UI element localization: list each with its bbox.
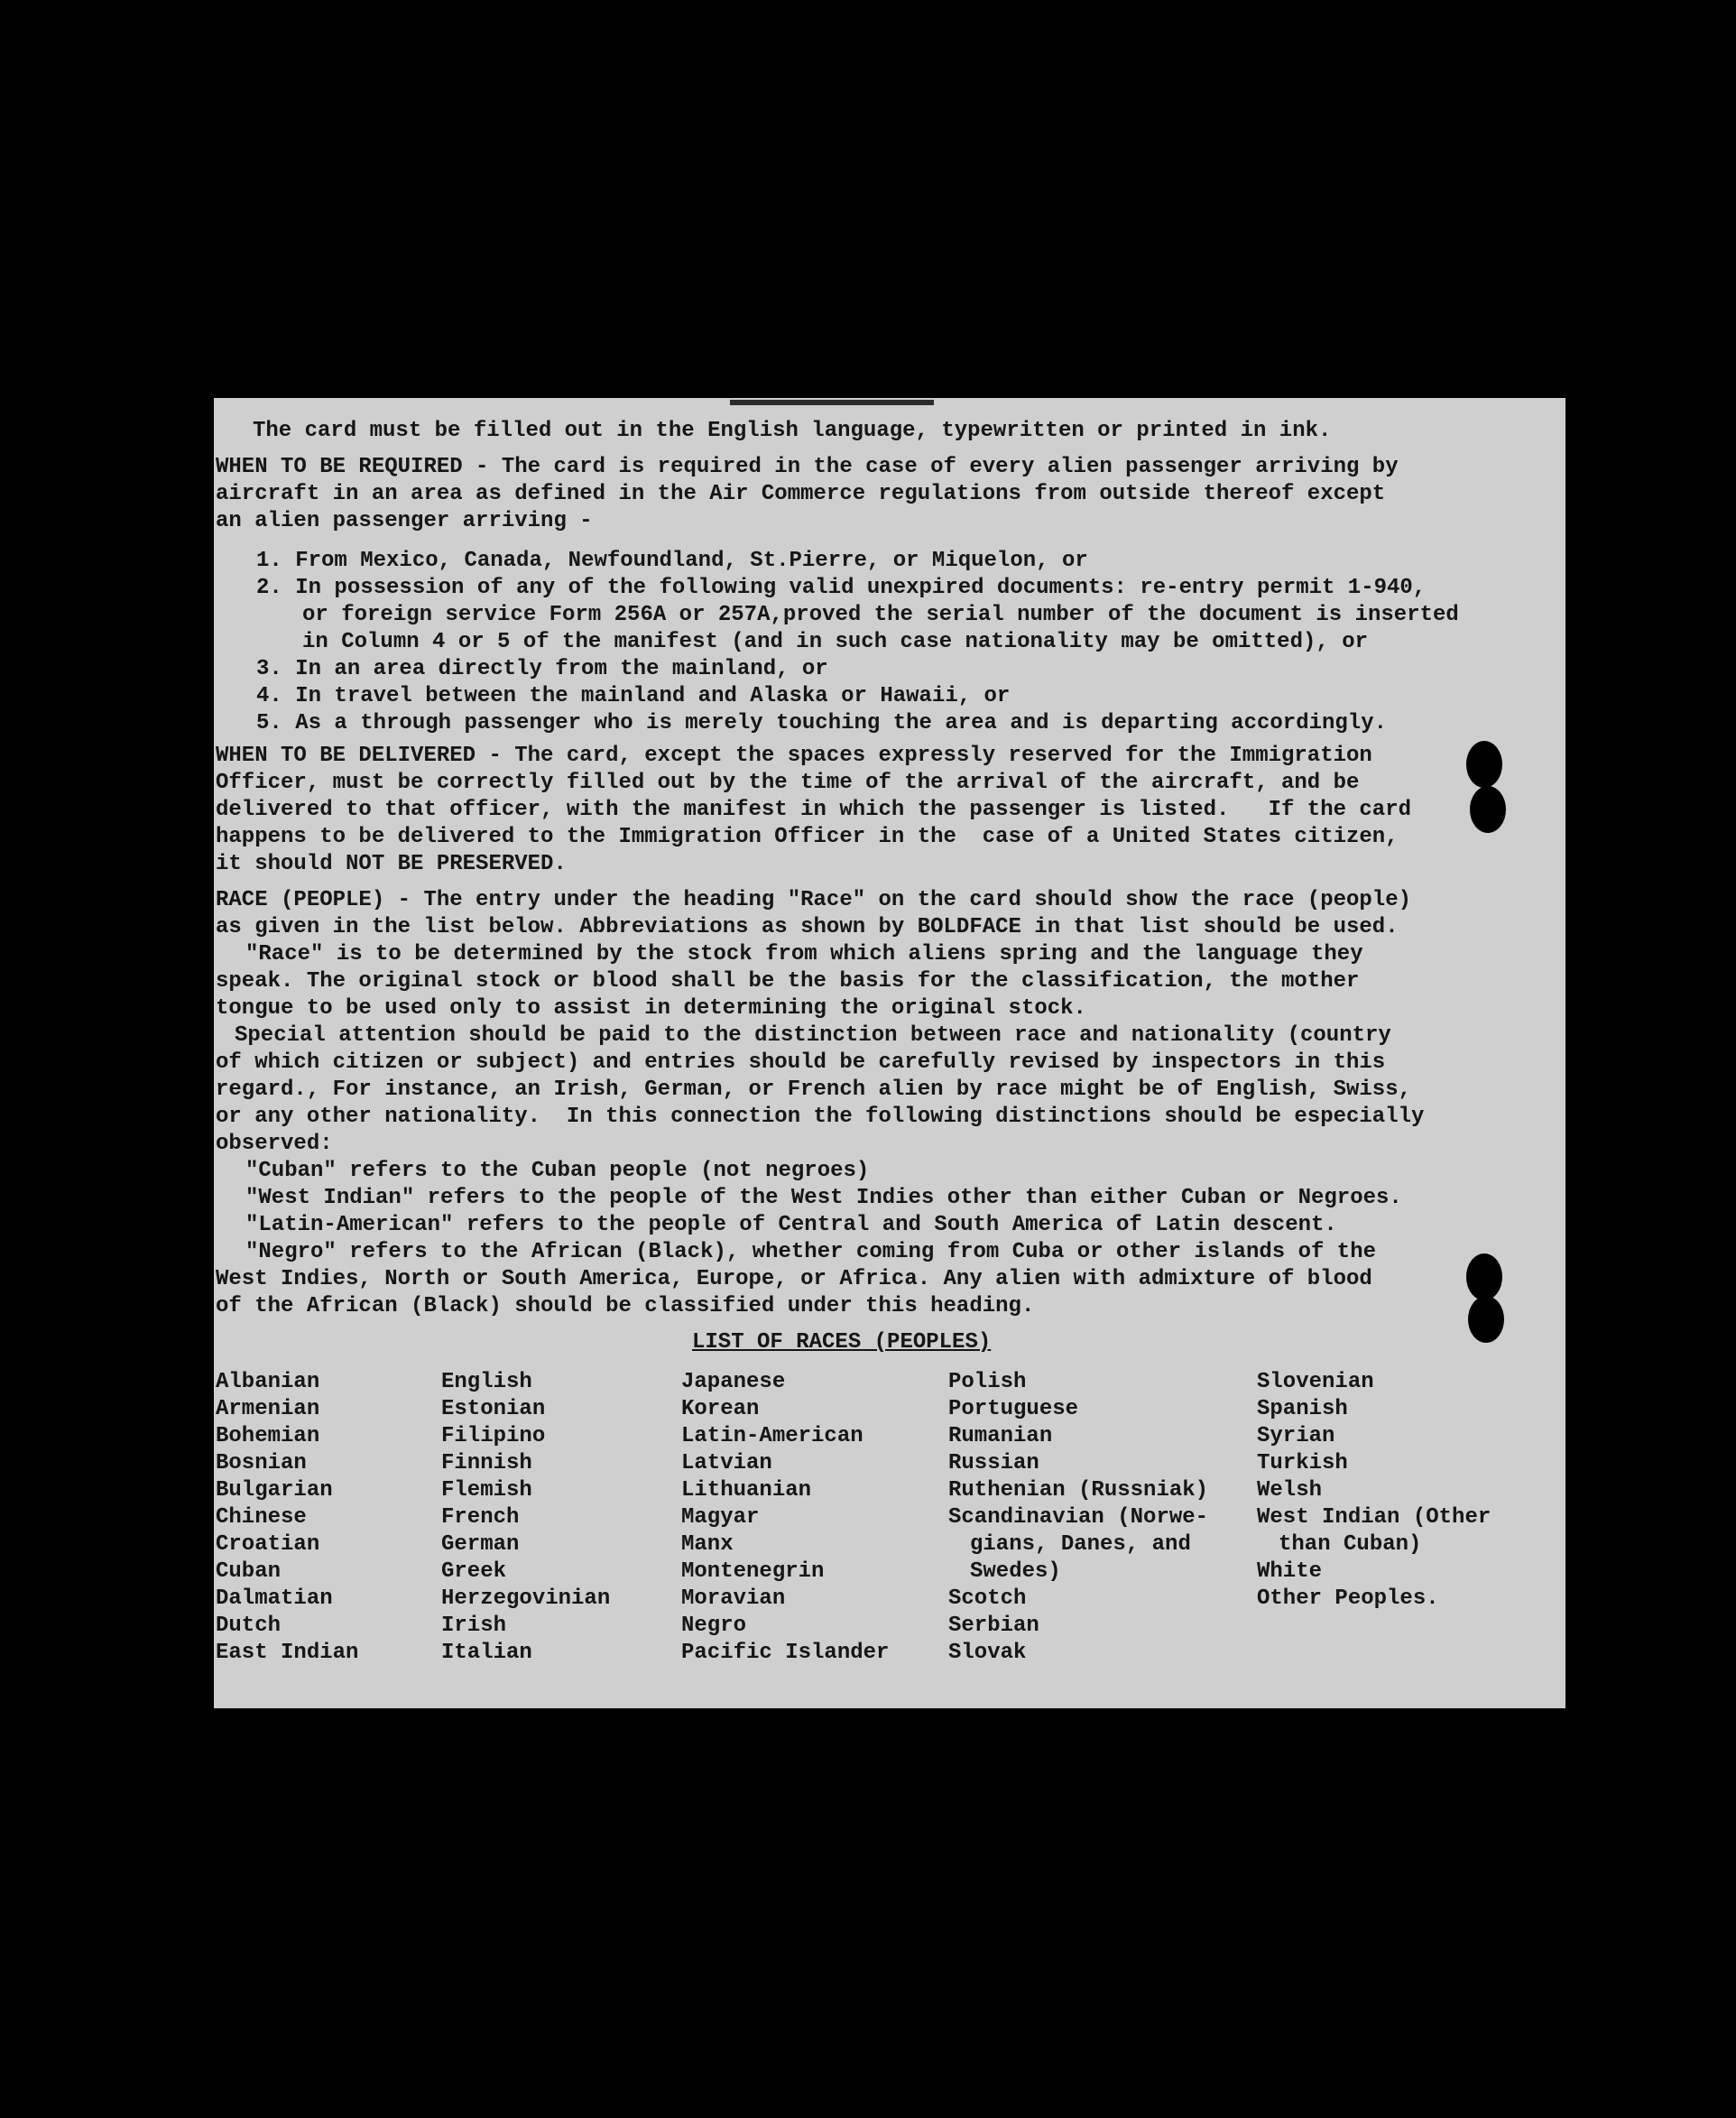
race-item: East Indian bbox=[216, 1641, 359, 1665]
race-item: Flemish bbox=[441, 1478, 532, 1503]
punch-hole bbox=[1470, 786, 1506, 833]
race-item: Turkish bbox=[1257, 1451, 1348, 1475]
race-item: Ruthenian (Russniak) bbox=[948, 1478, 1209, 1503]
race-item: Albanian bbox=[216, 1370, 320, 1394]
text-line: WHEN TO BE REQUIRED - The card is required in the case of every alien passenger arriving by bbox=[216, 455, 1399, 479]
races-column-1 bbox=[216, 1369, 358, 1667]
race-item: Finnish bbox=[441, 1451, 532, 1475]
race-item: White bbox=[1257, 1559, 1323, 1584]
race-item: Latin-American bbox=[681, 1424, 863, 1448]
race-item: Slovak bbox=[948, 1641, 1027, 1665]
race-item: Slovenian bbox=[1257, 1370, 1374, 1394]
race-item: Estonian bbox=[441, 1397, 546, 1421]
races-column-3 bbox=[681, 1369, 889, 1667]
race-item: Latvian bbox=[681, 1451, 772, 1475]
race-item: French bbox=[441, 1505, 520, 1530]
text-line: 4. In travel between the mainland and Alaska or Hawaii, or bbox=[256, 684, 1011, 708]
text-line: observed: bbox=[216, 1132, 333, 1156]
text-line: Officer, must be correctly filled out by the time of the arrival of the aircraft, and be bbox=[216, 771, 1360, 795]
race-item: Welsh bbox=[1257, 1478, 1323, 1503]
race-item: Moravian bbox=[681, 1586, 786, 1611]
punch-hole bbox=[1468, 1296, 1504, 1343]
race-item: Cuban bbox=[216, 1559, 282, 1584]
text-line: West Indies, North or South America, Europe, or Africa. Any alien with admixture of blood bbox=[216, 1267, 1372, 1291]
race-item: West Indian (Other bbox=[1257, 1505, 1491, 1530]
text-line: or foreign service Form 256A or 257A,proved the serial number of the document is inserted bbox=[302, 603, 1459, 627]
race-item: Polish bbox=[948, 1370, 1027, 1394]
text-line: tongue to be used only to assist in determining the original stock. bbox=[216, 996, 1086, 1021]
race-item: Scotch bbox=[948, 1586, 1027, 1611]
race-item: Herzegovinian bbox=[441, 1586, 611, 1611]
race-item: Italian bbox=[441, 1641, 532, 1665]
punch-hole bbox=[1466, 1253, 1502, 1300]
race-item: Dutch bbox=[216, 1614, 282, 1638]
text-line: 1. From Mexico, Canada, Newfoundland, St.Pierre, or Miquelon, or bbox=[256, 549, 1088, 573]
race-item: Russian bbox=[948, 1451, 1039, 1475]
punch-hole bbox=[1466, 741, 1502, 788]
text-line: The card must be filled out in the English language, typewritten or printed in ink. bbox=[253, 419, 1332, 443]
race-item: Rumanian bbox=[948, 1424, 1053, 1448]
text-line: RACE (PEOPLE) - The entry under the heading "Race" on the card should show the race (people) bbox=[216, 888, 1412, 912]
race-item: Chinese bbox=[216, 1505, 307, 1530]
race-item: Irish bbox=[441, 1614, 507, 1638]
race-item: Pacific Islander bbox=[681, 1641, 890, 1665]
top-rule bbox=[730, 400, 934, 405]
list-heading: LIST OF RACES (PEOPLES) bbox=[692, 1330, 992, 1355]
race-item: than Cuban) bbox=[1279, 1532, 1422, 1557]
race-item: Bosnian bbox=[216, 1451, 307, 1475]
text-line: "Negro" refers to the African (Black), whether coming from Cuba or other islands of the bbox=[245, 1240, 1377, 1264]
race-item: Croatian bbox=[216, 1532, 320, 1557]
race-item: Montenegrin bbox=[681, 1559, 825, 1584]
text-line: speak. The original stock or blood shall be the basis for the classification, the mother bbox=[216, 969, 1360, 994]
text-line: delivered to that officer, with the manifest in which the passenger is listed. If the card bbox=[216, 798, 1412, 822]
text-line: "Race" is to be determined by the stock from which aliens spring and the language they bbox=[245, 942, 1363, 967]
text-line: it should NOT BE PRESERVED. bbox=[216, 852, 567, 876]
race-item: Magyar bbox=[681, 1505, 760, 1530]
text-line: regard., For instance, an Irish, German, or French alien by race might be of English, Swiss, bbox=[216, 1077, 1412, 1102]
races-column-4 bbox=[948, 1369, 1208, 1667]
race-item: Other Peoples. bbox=[1257, 1586, 1439, 1611]
race-item: Portuguese bbox=[948, 1397, 1079, 1421]
text-line: "West Indian" refers to the people of the West Indies other than either Cuban or Negroes. bbox=[245, 1186, 1402, 1210]
races-column-2 bbox=[441, 1369, 610, 1667]
race-item: Lithuanian bbox=[681, 1478, 812, 1503]
text-line: of the African (Black) should be classified under this heading. bbox=[216, 1294, 1035, 1318]
text-line: an alien passenger arriving - bbox=[216, 509, 593, 533]
race-item: Syrian bbox=[1257, 1424, 1335, 1448]
race-item: Bohemian bbox=[216, 1424, 320, 1448]
text-line: as given in the list below. Abbreviations as shown by BOLDFACE in that list should be used. bbox=[216, 915, 1399, 939]
race-item: Greek bbox=[441, 1559, 507, 1584]
text-line: WHEN TO BE DELIVERED - The card, except the spaces expressly reserved for the Immigration bbox=[216, 744, 1372, 768]
instruction-card bbox=[214, 398, 1565, 1708]
text-line: of which citizen or subject) and entries should be carefully revised by inspectors in this bbox=[216, 1050, 1386, 1075]
text-line: in Column 4 or 5 of the manifest (and in such case nationality may be omitted), or bbox=[302, 630, 1368, 654]
text-line: 3. In an area directly from the mainland, or bbox=[256, 657, 828, 681]
race-item: Filipino bbox=[441, 1424, 546, 1448]
text-line: "Latin-American" refers to the people of Central and South America of Latin descent. bbox=[245, 1213, 1337, 1237]
text-line: Special attention should be paid to the distinction between race and nationality (country bbox=[235, 1023, 1391, 1048]
race-item: German bbox=[441, 1532, 520, 1557]
race-item: Bulgarian bbox=[216, 1478, 333, 1503]
race-item: Spanish bbox=[1257, 1397, 1348, 1421]
races-column-5 bbox=[1257, 1369, 1491, 1613]
text-line: happens to be delivered to the Immigration Officer in the case of a United States citizen, bbox=[216, 825, 1399, 849]
race-item: English bbox=[441, 1370, 532, 1394]
text-line: 2. In possession of any of the following valid unexpired documents: re-entry permit 1-940, bbox=[256, 576, 1427, 600]
race-item: Scandinavian (Norwe- bbox=[948, 1505, 1209, 1530]
race-item: Korean bbox=[681, 1397, 760, 1421]
race-item: Manx bbox=[681, 1532, 734, 1557]
race-item: Dalmatian bbox=[216, 1586, 333, 1611]
text-line: "Cuban" refers to the Cuban people (not negroes) bbox=[245, 1159, 870, 1183]
race-item: Armenian bbox=[216, 1397, 320, 1421]
text-line: or any other nationality. In this connection the following distinctions should be especially bbox=[216, 1105, 1425, 1129]
text-line: aircraft in an area as defined in the Air Commerce regulations from outside thereof except bbox=[216, 482, 1386, 506]
race-item: Serbian bbox=[948, 1614, 1039, 1638]
race-item: Swedes) bbox=[970, 1559, 1061, 1584]
race-item: gians, Danes, and bbox=[970, 1532, 1191, 1557]
race-item: Negro bbox=[681, 1614, 747, 1638]
race-item: Japanese bbox=[681, 1370, 786, 1394]
text-line: 5. As a through passenger who is merely touching the area and is departing accordingly. bbox=[256, 711, 1388, 735]
